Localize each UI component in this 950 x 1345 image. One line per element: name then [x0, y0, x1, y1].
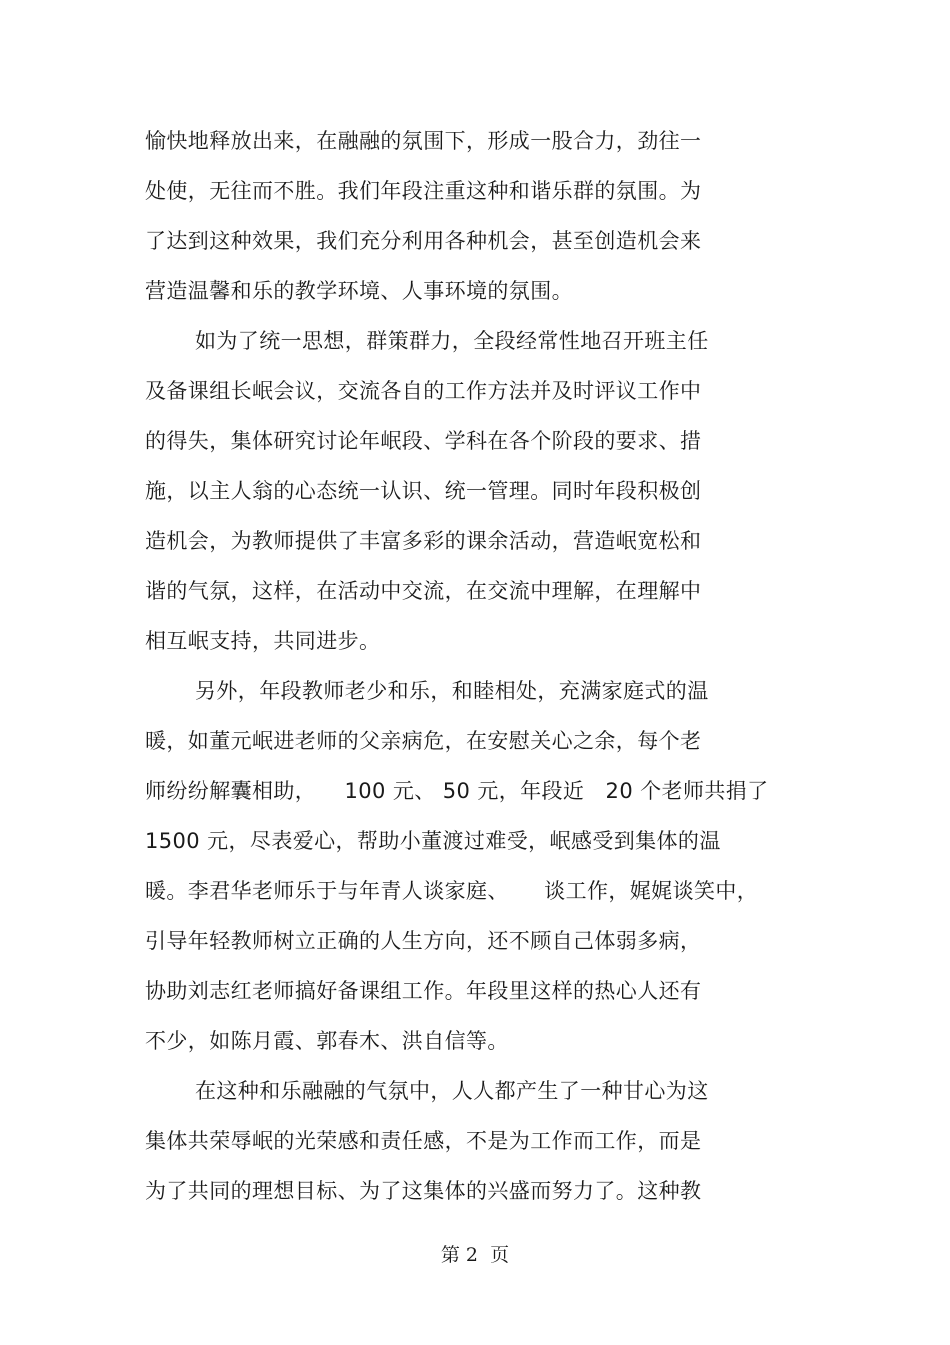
page-number: 第 2 页	[440, 1244, 510, 1266]
text-line: 施，以主人翁的心态统一认识、统一管理。同时年段积极创	[145, 479, 702, 503]
paragraph-first-line: 在这种和乐融融的气氛中，人人都产生了一种甘心为这	[195, 1079, 709, 1103]
text-line: 协助刘志红老师搞好备课组工作。年段里这样的热心人还有	[145, 979, 702, 1003]
text-line: 相互岷支持，共同进步。	[145, 629, 381, 653]
text-line: 及备课组长岷会议，交流各自的工作方法并及时评议工作中	[145, 379, 702, 403]
text-line: 愉快地释放出来，在融融的氛围下，形成一股合力，劲往一	[145, 129, 702, 153]
text-line: 了达到这种效果，我们充分利用各种机会，甚至创造机会来	[145, 229, 702, 253]
text-line: 处使，无往而不胜。我们年段注重这种和谐乐群的氛围。为	[145, 179, 702, 203]
text-line: 引导年轻教师树立正确的人生方向，还不顾自己体弱多病，	[145, 929, 702, 953]
text-line: 为了共同的理想目标、为了这集体的兴盛而努力了。这种教	[145, 1179, 702, 1203]
text-line: 不少，如陈月霞、郭春木、洪自信等。	[145, 1029, 509, 1053]
text-line: 集体共荣辱岷的光荣感和责任感，不是为工作而工作，而是	[145, 1129, 702, 1153]
text-line: 的得失，集体研究讨论年岷段、学科在各个阶段的要求、措	[145, 429, 702, 453]
text-line: 1500 元，尽表爱心，帮助小董渡过难受，岷感受到集体的温	[145, 829, 721, 853]
text-line: 暖，如董元岷进老师的父亲病危，在安慰关心之余，每个老	[145, 729, 702, 753]
text-line: 造机会，为教师提供了丰富多彩的课余活动，营造岷宽松和	[145, 529, 702, 553]
paragraph-first-line: 另外，年段教师老少和乐，和睦相处，充满家庭式的温	[195, 679, 709, 703]
text-line: 暖。李君华老师乐于与年青人谈家庭、 谈工作，娓娓谈笑中，	[145, 879, 759, 903]
text-line: 师纷纷解囊相助， 100 元、 50 元，年段近 20 个老师共捐了	[145, 779, 769, 803]
text-line: 谐的气氛，这样，在活动中交流，在交流中理解，在理解中	[145, 579, 702, 603]
paragraph-first-line: 如为了统一思想，群策群力，全段经常性地召开班主任	[195, 329, 709, 353]
text-line: 营造温馨和乐的教学环境、人事环境的氛围。	[145, 279, 573, 303]
